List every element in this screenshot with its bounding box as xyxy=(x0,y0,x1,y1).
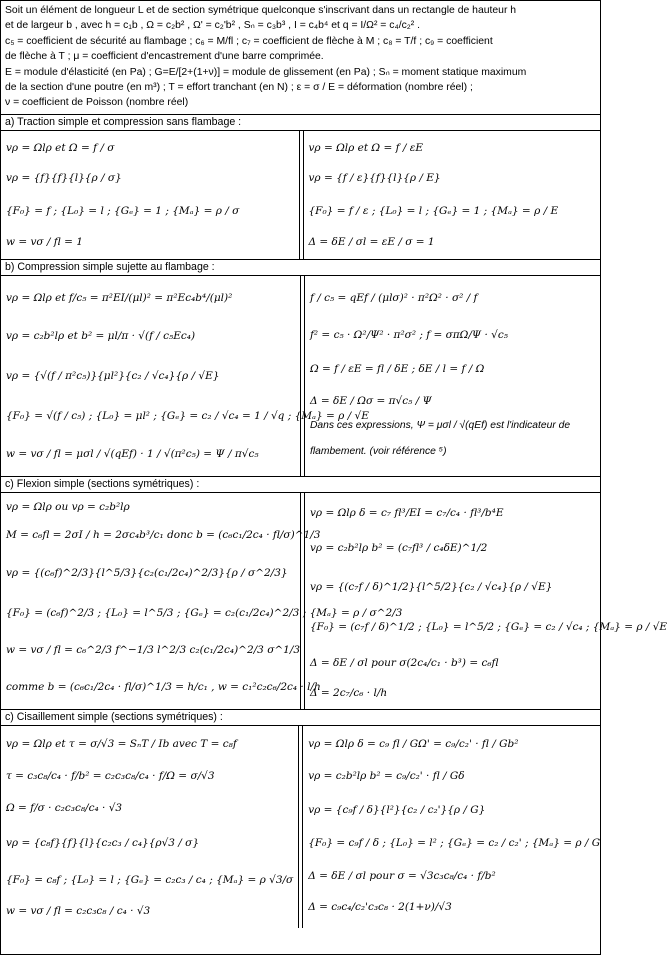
equation: w = vσ / fl = μσl / √(qEf) · 1 / √(π²c₅) = Ψ / π√c₅ xyxy=(6,447,259,460)
intro-line: Soit un élément de longueur L et de section symétrique quelconque s'inscrivant dans un rectangle de hauteur h xyxy=(5,5,517,16)
equation: comme b = (c₆c₁/2c₄ · fl/σ)^1/3 = h/c₁ , w = c₁²c₂c₆/2c₄ · l/h xyxy=(6,680,321,693)
section-title-cisaillement: c) Cisaillement simple (sections symétriques) : xyxy=(1,710,600,726)
column-left xyxy=(1,726,299,928)
equation: {F₀} = f ; {L₀} = l ; {Gₑ} = 1 ; {Mₐ} = ρ / σ xyxy=(6,204,240,217)
column-right xyxy=(304,276,600,476)
flambement-note: Dans ces expressions, Ψ = μσl / √(qEf) est l'indicateur de xyxy=(310,419,571,431)
equation: vρ = Ωlρ δ = c₇ fl³/EI = c₇/c₄ · fl³/b⁴E xyxy=(310,506,504,519)
equation: M = c₆fl = 2σI / h = 2σc₄b³/c₁ donc b = (c₆c₁/2c₄ · fl/σ)^1/3 xyxy=(6,528,321,541)
column-right xyxy=(304,493,667,709)
equation: vρ = Ωlρ et τ = σ/√3 = SₙT / Ib avec T = c₈f xyxy=(6,737,237,750)
equation: Δ = c₉c₄/c₂'c₃c₈ · 2(1+ν)/√3 xyxy=(308,900,452,913)
equation: vρ = {√(f / π²c₅)}{μl²}{c₂ / √c₄}{ρ / √E} xyxy=(6,369,220,382)
column-left xyxy=(1,131,300,259)
equation: f² = c₅ · Ω²/Ψ² · π²σ² ; f = σπΩ/Ψ · √c₅ xyxy=(310,328,508,341)
equation: vρ = {c₈f}{f}{l}{c₂c₃ / c₄}{ρ√3 / σ} xyxy=(6,836,200,849)
intro-line: c₅ = coefficient de sécurité au flambage ; c₆ = M/fl ; c₇ = coefficient de flèche à M ; c₈ = T/f ; c₉ = coefficient xyxy=(5,35,493,47)
equation: vρ = Ωlρ δ = c₉ fl / GΩ' = c₉/c₂' · fl / Gb² xyxy=(308,737,519,750)
section-cisaillement xyxy=(1,726,600,928)
equation: vρ = {f}{f}{l}{ρ / σ} xyxy=(6,171,122,184)
flambement-note: flambement. (voir référence ⁵) xyxy=(310,445,447,457)
equation: vρ = Ωlρ ou vρ = c₂b²lρ xyxy=(6,500,130,513)
equation: Δ = δE / σl = εE / σ = 1 xyxy=(308,235,435,248)
equation: τ = c₃c₈/c₄ · f/b² = c₂c₃c₈/c₄ · f/Ω = σ/√3 xyxy=(6,769,215,782)
section-flexion xyxy=(1,493,667,710)
equation: w = vσ / fl = 1 xyxy=(6,235,83,248)
intro-line: de flèche à T ; μ = coefficient d'encastrement d'une barre comprimée. xyxy=(5,51,324,63)
equation: Δ = δE / Ωσ = π√c₅ / Ψ xyxy=(310,394,432,407)
column-left xyxy=(1,276,369,476)
equation: Δ = δE / σl pour σ(2c₄/c₁ · b³) = c₆fl xyxy=(310,656,499,669)
column-right xyxy=(303,131,601,259)
section-flambage xyxy=(1,276,600,477)
equation: w = vσ / fl = c₆^2/3 f^−1/3 l^2/3 c₂(c₁/2c₄)^2/3 σ^1/3 xyxy=(6,643,301,656)
equation: {F₀} = (c₇f / δ)^1/2 ; {L₀} = l^5/2 ; {Gₑ} = c₂ / √c₄ ; {Mₐ} = ρ / √E xyxy=(310,620,667,633)
equation: Ω = f / εE = fl / δE ; δE / l = f / Ω xyxy=(310,362,485,375)
equation: vρ = Ωlρ et f/c₅ = π²EI/(μl)² = π²Ec₄b⁴/(μl)² xyxy=(6,291,233,304)
section-traction xyxy=(1,131,600,260)
equation: Ω = f/σ · c₂c₃c₈/c₄ · √3 xyxy=(6,801,123,814)
intro-definitions xyxy=(1,1,600,115)
equation: vρ = {c₉f / δ}{l²}{c₂ / c₂'}{ρ / G} xyxy=(308,803,486,816)
equation: vρ = {f / ε}{f}{l}{ρ / E} xyxy=(308,171,441,184)
intro-line: et de largeur b , avec h = c₁b , Ω = c₂b² , Ω' = c₂'b² , Sₙ = c₃b³ , I = c₄b⁴ et q = I/Ω² = c₄/c₂² . xyxy=(5,20,421,32)
equation: vρ = {(c₆f)^2/3}{l^5/3}{c₂(c₁/2c₄)^2/3}{ρ / σ^2/3} xyxy=(6,566,288,579)
equation: w = vσ / fl = c₂c₃c₈ / c₄ · √3 xyxy=(6,904,151,917)
equation: {F₀} = f / ε ; {L₀} = l ; {Gₑ} = 1 ; {Mₐ} = ρ / E xyxy=(308,204,559,217)
intro-line: E = module d'élasticité (en Pa) ; G=E/[2+(1+ν)] = module de glissement (en Pa) ; Sₙ = moment statique maximum xyxy=(5,66,527,78)
equation: vρ = Ωlρ et Ω = f / εE xyxy=(308,141,424,154)
equation: Δ = δE / σl pour σ = √3c₃c₈/c₄ · f/b² xyxy=(308,869,496,882)
equation: {F₀} = c₈f ; {L₀} = l ; {Gₑ} = c₂c₃ / c₄ ; {Mₐ} = ρ √3/σ xyxy=(6,873,294,886)
section-title-traction: a) Traction simple et compression sans flambage : xyxy=(1,115,600,131)
equation: vρ = c₂b²lρ b² = c₉/c₂' · fl / Gδ xyxy=(308,769,465,782)
equation: {F₀} = c₉f / δ ; {L₀} = l² ; {Gₑ} = c₂ / c₂' ; {Mₐ} = ρ / G xyxy=(308,836,601,849)
column-right xyxy=(302,726,601,928)
equation: vρ = {(c₇f / δ)^1/2}{l^5/2}{c₂ / √c₄}{ρ / √E} xyxy=(310,580,553,593)
equation: {F₀} = (c₆f)^2/3 ; {L₀} = l^5/3 ; {Gₑ} = c₂(c₁/2c₄)^2/3 ; {Mₐ} = ρ / σ^2/3 xyxy=(6,606,403,619)
intro-line: ν = coefficient de Poisson (nombre réel) xyxy=(5,97,189,109)
equation: vρ = c₂b²lρ b² = (c₇fl³ / c₄δE)^1/2 xyxy=(310,541,488,554)
section-title-flambage: b) Compression simple sujette au flambage : xyxy=(1,260,600,276)
equation: Δ = 2c₇/c₆ · l/h xyxy=(310,686,388,699)
equation: f / c₅ = qEf / (μlσ)² · π²Ω² · σ² / f xyxy=(310,291,478,304)
equation: vρ = Ωlρ et Ω = f / σ xyxy=(6,141,115,154)
equation: {F₀} = √(f / c₅) ; {L₀} = μl² ; {Gₑ} = c₂ / √c₄ = 1 / √q ; {Mₐ} = ρ / √E xyxy=(6,409,369,422)
equation: vρ = c₂b²lρ et b² = μl/π · √(f / c₅Ec₄) xyxy=(6,329,196,342)
intro-line: de la section d'une poutre (en m³) ; T = effort tranchant (en N) ; ε = σ / E = déformation (nombre réel) ; xyxy=(5,82,473,94)
section-title-flexion: c) Flexion simple (sections symétriques) : xyxy=(1,477,600,493)
